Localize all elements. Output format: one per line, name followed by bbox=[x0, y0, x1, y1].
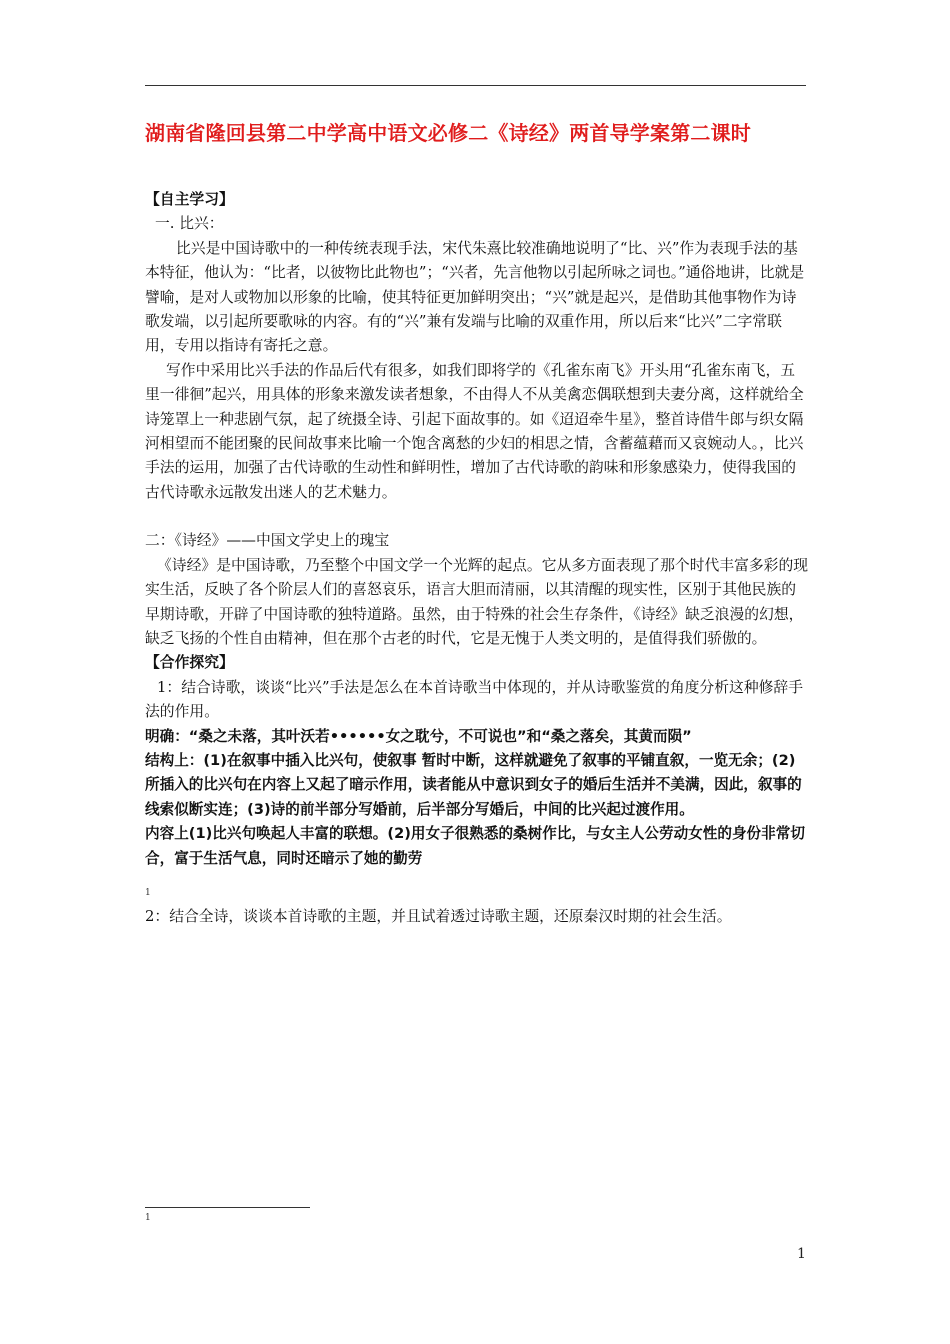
subheading-shijing: 二：《诗经》——中国文学史上的瑰宝 bbox=[145, 532, 390, 550]
cooperate-heading: 【合作探究】 bbox=[145, 654, 234, 672]
paragraph-bixing-definition: 比兴是中国诗歌中的一种传统表现手法，宋代朱熹比较准确地说明了“比、兴”作为表现手法的基本特征，他认为：“比者，以彼物比此物也”；“兴者，先言他物以引起所咏之词也。”通俗地讲，比就是譬喻，是对人或物加以形象的比喻，使其特征更加鲜明突出；“兴”就是起兴，是借助其他事物作为诗歌发端，以引起所要歌咏的内容。有的“兴”兼有发端与比喻的双重作用，所以后来“比兴”二字常联用，专用以指诗有寄托之意。 bbox=[145, 239, 805, 355]
document-title: 湖南省隆回县第二中学高中语文必修二《诗经》两首导学案第二课时 bbox=[145, 121, 751, 145]
header-rule bbox=[145, 85, 806, 86]
answer-1-intro: 明确：“桑之未落，其叶沃若••••••女之耽兮，不可说也”和“桑之落矣，其黄而陨” bbox=[145, 727, 692, 745]
page-number: 1 bbox=[797, 1246, 806, 1262]
spacer bbox=[145, 505, 809, 529]
self-study-heading: 【自主学习】 bbox=[145, 191, 234, 208]
footnote-rule bbox=[145, 1207, 310, 1208]
paragraph-shijing: 《诗经》是中国诗歌，乃至整个中国文学一个光辉的起点。它从多方面表现了那个时代丰富多彩的现实生活，反映了各个阶层人们的喜怒哀乐，语言大胆而清丽，以其清醒的现实性，区别于其他民族的早期诗歌，开辟了中国诗歌的独特道路。虽然，由于特殊的社会生存条件，《诗经》缺乏浪漫的幻想，缺乏飞扬的个性自由精神，但在那个古老的时代，它是无愧于人类文明的，是值得我们骄傲的。 bbox=[145, 556, 809, 647]
answer-1-content: 内容上(1)比兴句唤起人丰富的联想。(2)用女子很熟悉的桑树作比，与女主人公劳动女性的身份非常切合，富于生活气息，同时还暗示了她的勤劳 bbox=[145, 825, 805, 867]
spacer bbox=[145, 871, 809, 887]
question-1: 1：结合诗歌，谈谈“比兴”手法是怎么在本首诗歌当中体现的，并从诗歌鉴赏的角度分析这种修辞手法的作用。 bbox=[145, 678, 804, 721]
question-2: 2：结合全诗，谈谈本首诗歌的主题，并且试着透过诗歌主题，还原秦汉时期的社会生活。 bbox=[145, 907, 732, 925]
footnote-marker: 1 bbox=[145, 887, 151, 898]
document-body bbox=[145, 188, 809, 929]
paragraph-bixing-examples: 写作中采用比兴手法的作品后代有很多，如我们即将学的《孔雀东南飞》开头用“孔雀东南飞，五里一徘徊”起兴，用具体的形象来激发读者想象，不由得人不从美禽恋偶联想到夫妻分离，这样就给全诗笼罩上一种悲剧气氛，起了统摄全诗、引起下面故事的。如《迢迢牵牛星》，整首诗借牛郎与织女隔河相望而不能团聚的民间故事来比喻一个饱含离愁的少妇的相思之情，含蓄蕴藉而又哀婉动人。，比兴手法的运用，加强了古代诗歌的生动性和鲜明性，增加了古代诗歌的韵味和形象感染力，使得我国的古代诗歌永远散发出迷人的艺术魅力。 bbox=[145, 361, 804, 501]
footnote-number: 1 bbox=[145, 1213, 151, 1223]
answer-1-structure: 结构上：(1)在叙事中插入比兴句，使叙事 暂时中断，这样就避免了叙事的平铺直叙，一览无余；(2) 所插入的比兴句在内容上又起了暗示作用，读者能从中意识到女子的婚后生活并不美满，因此，叙事的线索似断实连；(3)诗的前半部分写婚前，后半部分写婚后，中间的比兴起过渡作用。 bbox=[145, 751, 802, 818]
subheading-bixing: 一. 比兴： bbox=[155, 215, 224, 233]
